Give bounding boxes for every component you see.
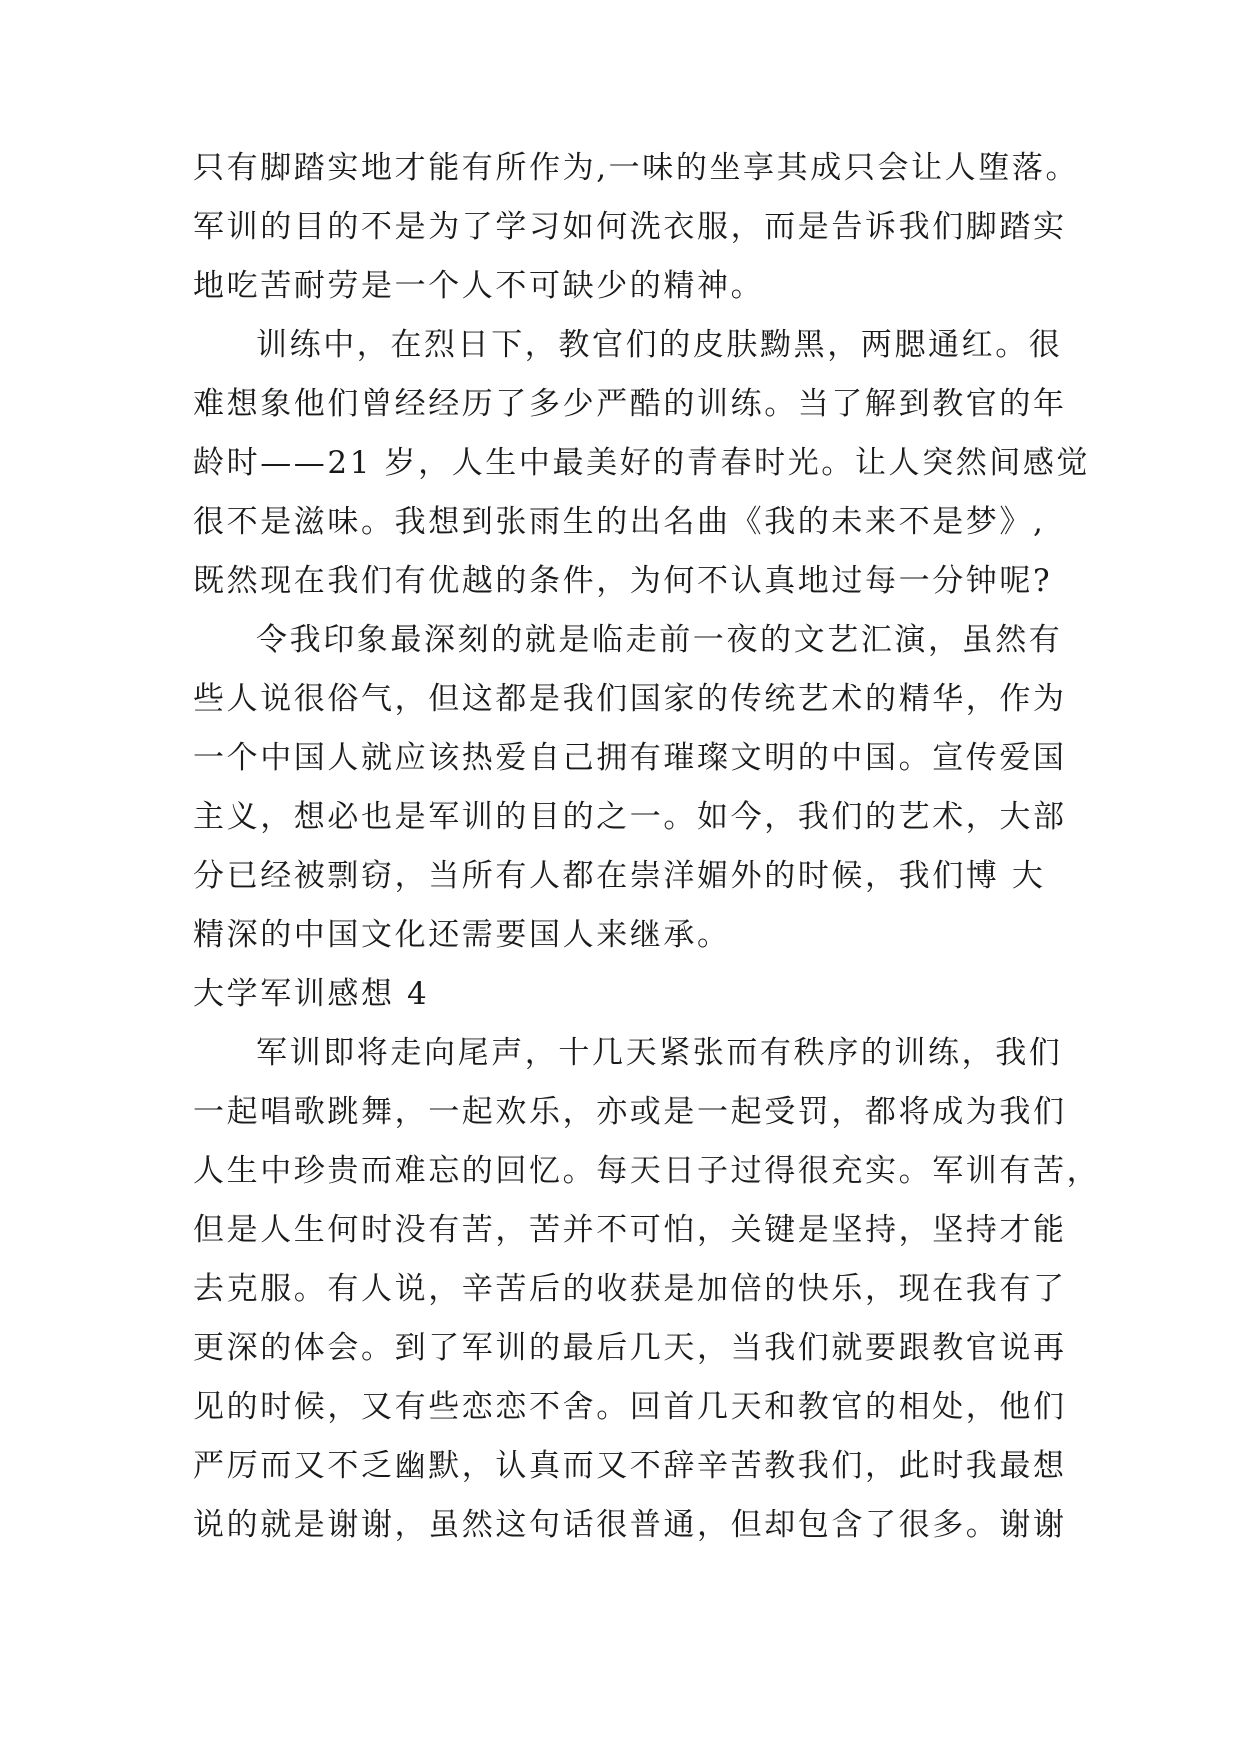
text-line: 难想象他们曾经经历了多少严酷的训练。当了解到教官的年 (193, 386, 1067, 422)
paragraph-first-line: 令我印象最深刻的就是临走前一夜的文艺汇演，虽然有 (256, 622, 1063, 658)
text-line: 只有脚踏实地才能有所作为,一味的坐享其成只会让人堕落。 (193, 150, 1080, 186)
text-line: 主义，想必也是军训的目的之一。如今，我们的艺术，大部 (193, 799, 1067, 835)
text-line: 精深的中国文化还需要国人来继承。 (193, 917, 731, 953)
text-line: 一起唱歌跳舞，一起欢乐，亦或是一起受罚，都将成为我们 (193, 1094, 1067, 1130)
text-line: 说的就是谢谢，虽然这句话很普通，但却包含了很多。谢谢 (193, 1507, 1067, 1543)
text-line: 龄时——21 岁，人生中最美好的青春时光。让人突然间感觉 (193, 445, 1091, 481)
text-line: 但是人生何时没有苦，苦并不可怕，关键是坚持，坚持才能 (193, 1212, 1067, 1248)
text-line: 见的时候，又有些恋恋不舍。回首几天和教官的相处，他们 (193, 1389, 1067, 1425)
text-line: 更深的体会。到了军训的最后几天，当我们就要跟教官说再 (193, 1330, 1067, 1366)
paragraph-first-line: 训练中，在烈日下，教官们的皮肤黝黑，两腮通红。很 (256, 327, 1063, 363)
text-line: 分已经被剽窃，当所有人都在崇洋媚外的时候，我们博 大 (193, 858, 1046, 894)
text-line: 人生中珍贵而难忘的回忆。每天日子过得很充实。军训有苦， (193, 1153, 1101, 1189)
text-line: 去克服。有人说，辛苦后的收获是加倍的快乐，现在我有了 (193, 1271, 1067, 1307)
section-heading: 大学军训感想 4 (193, 976, 430, 1012)
text-line: 地吃苦耐劳是一个人不可缺少的精神。 (193, 268, 765, 304)
text-line: 一个中国人就应该热爱自己拥有璀璨文明的中国。宣传爱国 (193, 740, 1067, 776)
text-line: 严厉而又不乏幽默，认真而又不辞辛苦教我们，此时我最想 (193, 1448, 1067, 1484)
text-line: 军训的目的不是为了学习如何洗衣服，而是告诉我们脚踏实 (193, 209, 1067, 245)
paragraph-first-line: 军训即将走向尾声，十几天紧张而有秩序的训练，我们 (256, 1035, 1063, 1071)
text-line: 些人说很俗气，但这都是我们国家的传统艺术的精华，作为 (193, 681, 1067, 717)
text-line: 既然现在我们有优越的条件，为何不认真地过每一分钟呢? (193, 563, 1053, 599)
text-line: 很不是滋味。我想到张雨生的出名曲《我的未来不是梦》, (193, 504, 1046, 540)
